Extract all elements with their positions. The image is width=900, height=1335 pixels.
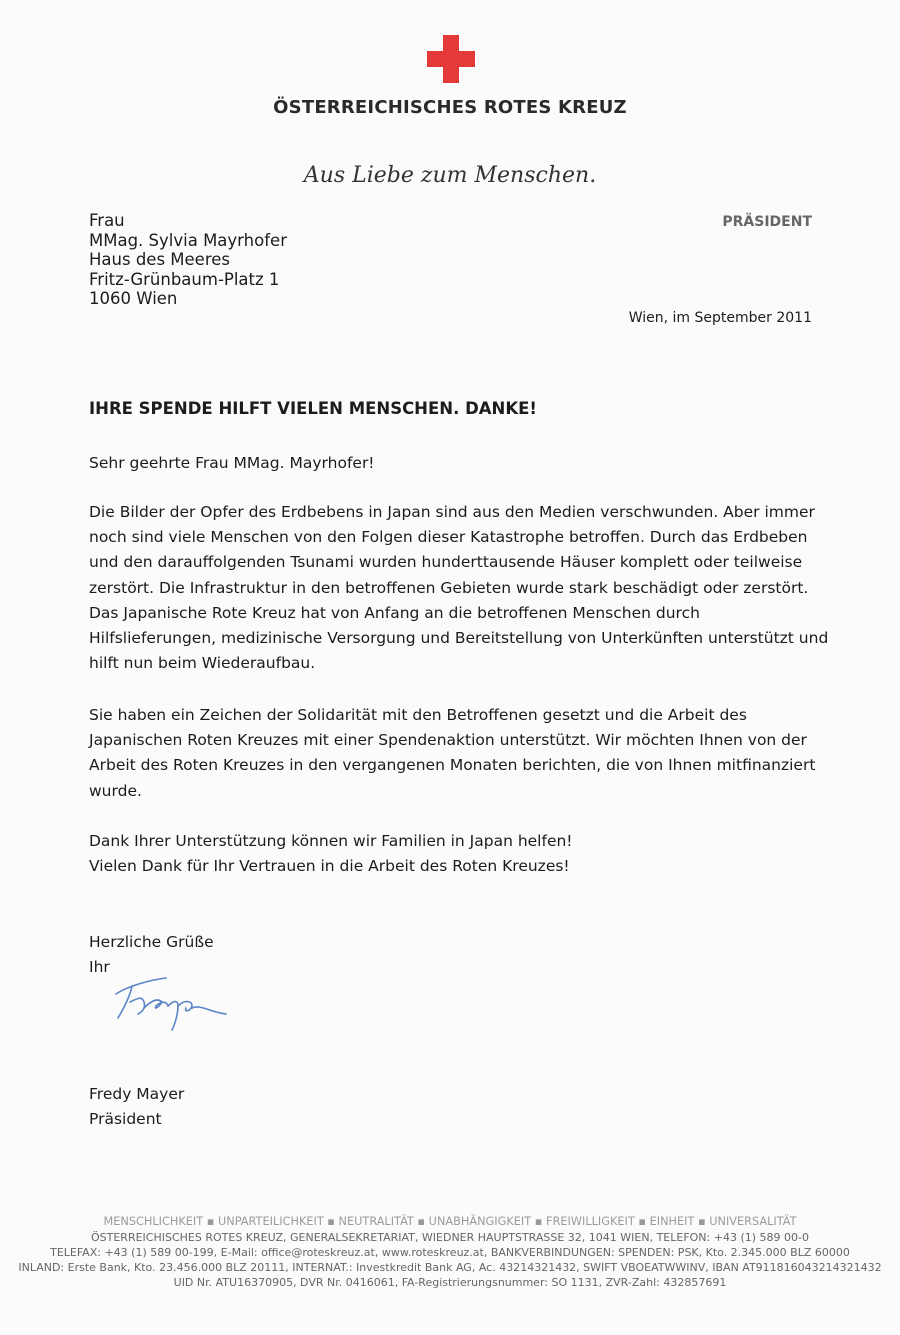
paragraph-line: hilft nun beim Wiederaufbau.	[89, 654, 316, 673]
salutation	[89, 451, 819, 476]
handwritten-signature	[108, 972, 238, 1038]
signer-title: Präsident	[89, 1110, 162, 1129]
paragraph-3	[89, 829, 819, 879]
footer-line: TELEFAX: +43 (1) 589 00-199, E-Mail: office@roteskreuz.at, www.roteskreuz.at, BANKVERBINDUNGEN: SPENDEN: PSK, Kto. 2.345.000 BLZ 60000	[50, 1246, 850, 1259]
address-line: 1060 Wien	[89, 289, 178, 308]
recipient-address	[89, 211, 287, 309]
paragraph-line: Die Bilder der Opfer des Erdbebens in Japan sind aus den Medien verschwunden. Aber immer	[89, 503, 815, 521]
paragraph-line: Sie haben ein Zeichen der Solidarität mit den Betroffenen gesetzt und die Arbeit des	[89, 706, 747, 724]
paragraph-line: Hilfslieferungen, medizinische Versorgung und Bereitstellung von Unterkünften unterstützt und	[89, 629, 829, 648]
paragraph-line: Japanischen Roten Kreuzes mit einer Spendenaktion unterstützt. Wir möchten Ihnen von der	[89, 731, 807, 750]
address-line: Frau	[89, 211, 125, 230]
footer-line: UID Nr. ATU16370905, DVR Nr. 0416061, FA-Registrierungsnummer: SO 1131, ZVR-Zahl: 432857691	[173, 1276, 727, 1289]
salutation-line: Sehr geehrte Frau MMag. Mayrhofer!	[89, 454, 375, 472]
paragraph-line: Vielen Dank für Ihr Vertrauen in die Arbeit des Roten Kreuzes!	[89, 857, 570, 876]
paragraph-1	[89, 500, 829, 676]
closing-line: Ihr	[89, 958, 110, 977]
paragraph-line: Arbeit des Roten Kreuzes in den vergangenen Monaten berichten, die von Ihnen mitfinanziert	[89, 756, 816, 775]
slogan: Aus Liebe zum Menschen.	[303, 163, 597, 188]
letter-headline: IHRE SPENDE HILFT VIELEN MENSCHEN. DANKE!	[89, 399, 537, 418]
paragraph-line: und den darauffolgenden Tsunami wurden hunderttausende Häuser komplett oder teilweise	[89, 553, 803, 572]
paragraph-line: Das Japanische Rote Kreuz hat von Anfang an die betroffenen Menschen durch	[89, 603, 700, 622]
signer-name: Fredy Mayer	[89, 1085, 185, 1103]
footer-line: INLAND: Erste Bank, Kto. 23.456.000 BLZ 20111, INTERNAT.: Investkredit Bank AG, Ac. 43214321432, SWIFT VBOEATWWINV, IBAN AT911816043214321432	[18, 1261, 882, 1274]
address-line: Fritz-Grünbaum-Platz 1	[89, 269, 280, 289]
paragraph-line: noch sind viele Menschen von den Folgen dieser Katastrophe betroffen. Durch das Erdbeben	[89, 528, 808, 547]
letter-date: Wien, im September 2011	[628, 310, 812, 326]
closing-line: Herzliche Grüße	[89, 933, 214, 951]
red-cross-logo	[427, 35, 475, 83]
paragraph-line: wurde.	[89, 781, 142, 800]
address-line: Haus des Meeres	[89, 250, 230, 269]
paragraph-line: Dank Ihrer Unterstützung können wir Familien in Japan helfen!	[89, 832, 573, 850]
paragraph-2	[89, 703, 819, 804]
footer-values: MENSCHLICHKEIT ▪ UNPARTEILICHKEIT ▪ NEUTRALITÄT ▪ UNABHÄNGIGKEIT ▪ FREIWILLIGKEIT ▪ EINHEIT ▪ UNIVERSALITÄT	[103, 1215, 797, 1228]
president-label: PRÄSIDENT	[722, 214, 812, 230]
address-line: MMag. Sylvia Mayrhofer	[89, 230, 287, 250]
signer-block	[89, 1082, 819, 1132]
organization-name: ÖSTERREICHISCHES ROTES KREUZ	[273, 97, 627, 118]
footer-line: ÖSTERREICHISCHES ROTES KREUZ, GENERALSEKRETARIAT, WIEDNER HAUPTSTRASSE 32, 1041 WIEN, TELEFON: +43 (1) 589 00-0	[91, 1231, 809, 1244]
paragraph-line: zerstört. Die Infrastruktur in den betroffenen Gebieten wurde stark beschädigt oder zerstört.	[89, 578, 809, 597]
red-cross-logo-bar-vertical	[443, 35, 459, 83]
